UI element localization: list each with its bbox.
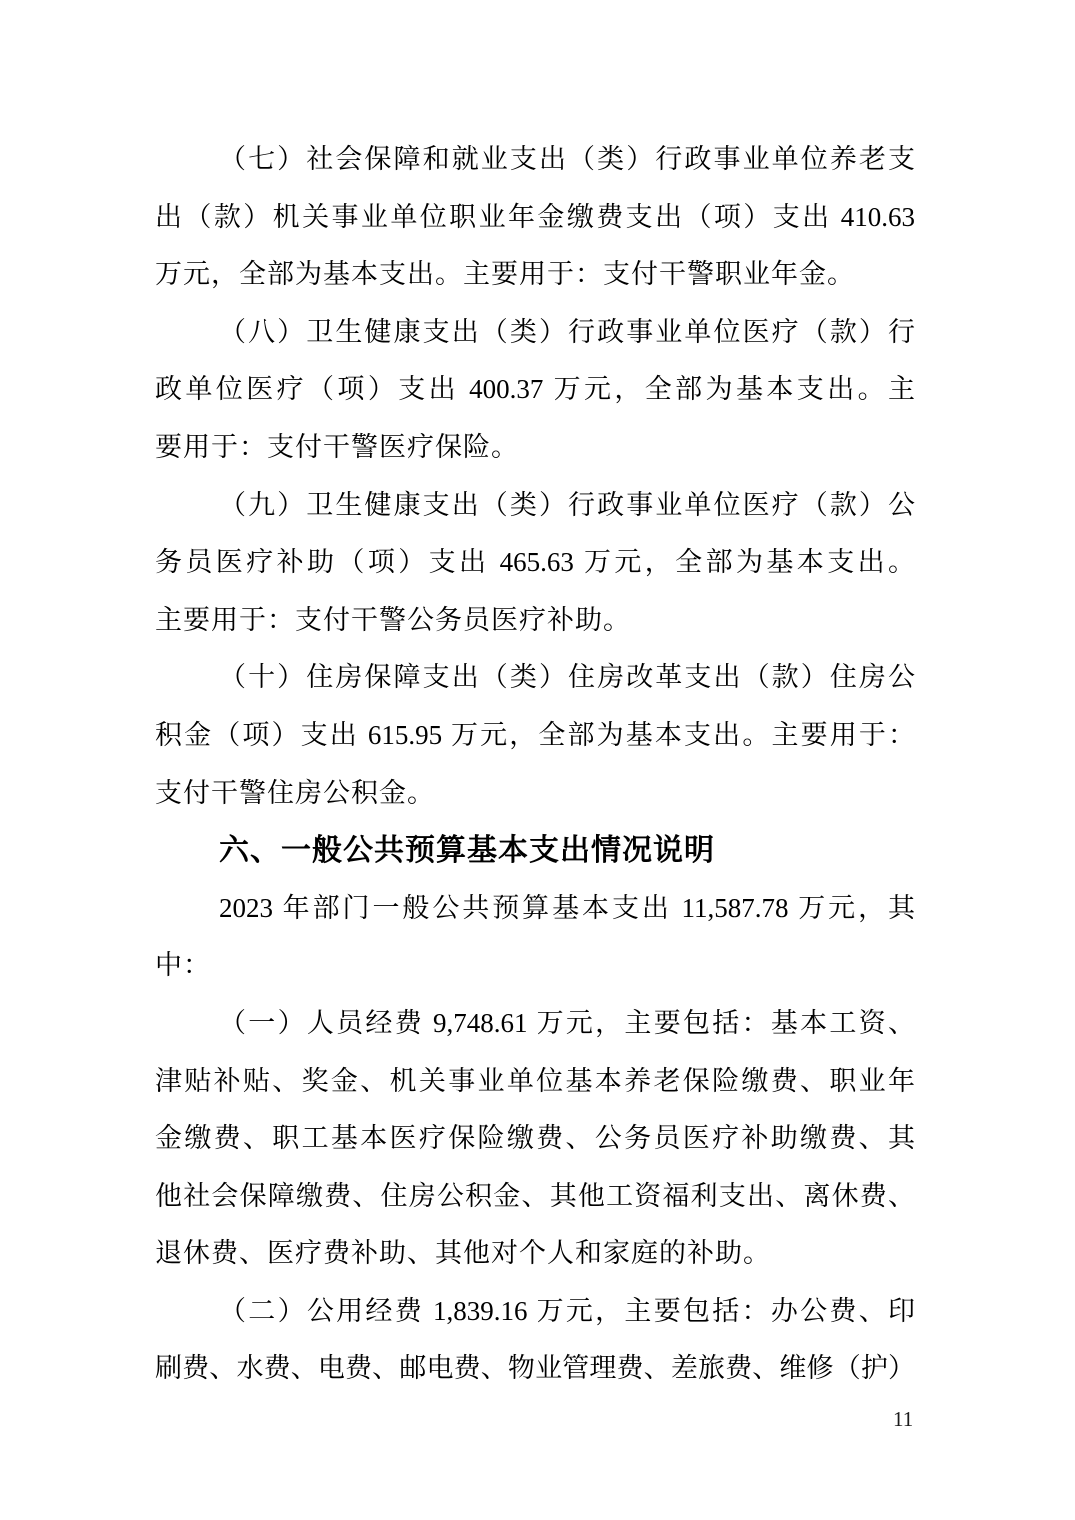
doc-line: （十）住房保障支出（类）住房改革支出（款）住房公 (219, 662, 915, 693)
doc-line: 积金（项）支出 615.95 万元，全部为基本支出。主要用于： (155, 719, 915, 750)
doc-line: （二）公用经费 1,839.16 万元，主要包括：办公费、印 (219, 1295, 915, 1326)
doc-line: 2023 年部门一般公共预算基本支出 11,587.78 万元，其 (219, 892, 915, 923)
doc-line: 津贴补贴、奖金、机关事业单位基本养老保险缴费、职业年 (155, 1065, 915, 1096)
doc-line: （九）卫生健康支出（类）行政事业单位医疗（款）公 (219, 489, 915, 520)
doc-line: 支付干警住房公积金。 (155, 777, 435, 808)
document-body (155, 131, 915, 1398)
doc-line: 政单位医疗（项）支出 400.37 万元，全部为基本支出。主 (155, 374, 915, 405)
doc-line: 出（款）机关事业单位职业年金缴费支出（项）支出 410.63 (155, 201, 915, 232)
doc-line: 他社会保障缴费、住房公积金、其他工资福利支出、离休费、 (155, 1180, 915, 1211)
doc-line: （一）人员经费 9,748.61 万元，主要包括：基本工资、 (219, 1007, 915, 1038)
page-number: 11 (893, 1407, 914, 1431)
doc-line: 主要用于：支付干警公务员医疗补助。 (155, 604, 631, 635)
doc-line: 中： (155, 950, 211, 981)
doc-line: （八）卫生健康支出（类）行政事业单位医疗（款）行 (219, 316, 915, 347)
doc-line: 要用于：支付干警医疗保险。 (155, 431, 519, 462)
doc-line: （七）社会保障和就业支出（类）行政事业单位养老支 (219, 144, 915, 174)
section-heading: 六、一般公共预算基本支出情况说明 (219, 834, 715, 868)
doc-line: 务员医疗补助（项）支出 465.63 万元，全部为基本支出。 (155, 547, 915, 578)
doc-line: 金缴费、职工基本医疗保险缴费、公务员医疗补助缴费、其 (155, 1123, 915, 1154)
doc-line: 万元，全部为基本支出。主要用于：支付干警职业年金。 (155, 259, 855, 290)
doc-line: 退休费、医疗费补助、其他对个人和家庭的补助。 (155, 1238, 771, 1269)
doc-line: 刷费、水费、电费、邮电费、物业管理费、差旅费、维修（护） (155, 1353, 915, 1384)
